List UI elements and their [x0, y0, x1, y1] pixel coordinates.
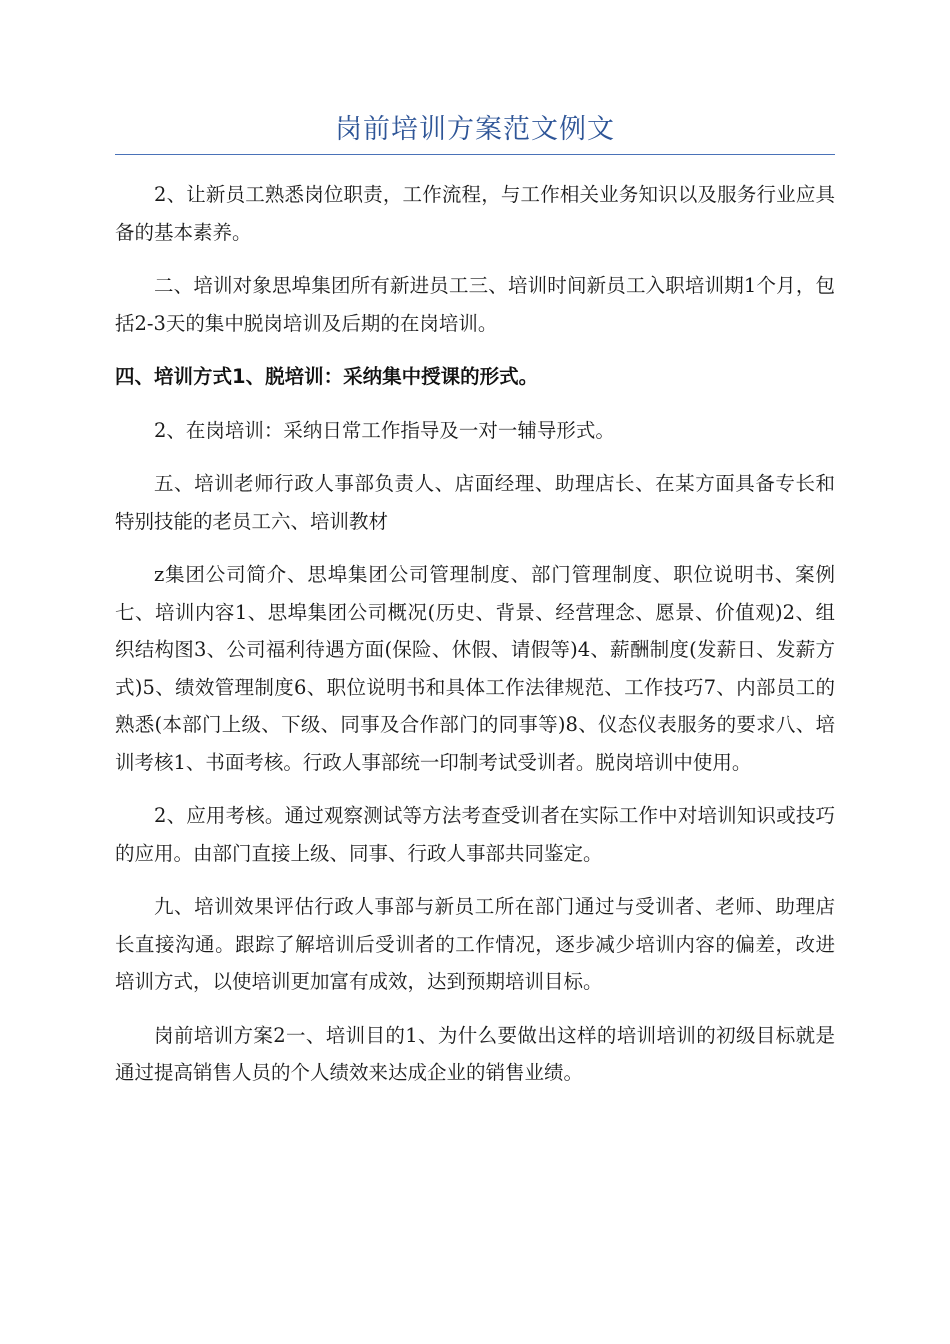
- paragraph: z集团公司简介、思埠集团公司管理制度、部门管理制度、职位说明书、案例七、培训内容1、思埠集团公司概况(历史、背景、经营理念、愿景、价值观)2、组织结构图3、公司福利待遇方面(保险、休假、请假等)4、薪酬制度(发薪日、发薪方式)5、绩效管理制度6、职位说明书和具体工作法律规范、工作技巧7、内部员工的熟悉(本部门上级、下级、同事及合作部门的同事等)8、仪态仪表服务的要求八、培训考核1、书面考核。行政人事部统一印制考试受训者。脱岗培训中使用。: [115, 563, 835, 774]
- paragraph: 2、在岗培训：采纳日常工作指导及一对一辅导形式。: [154, 418, 615, 442]
- document-title: 岗前培训方案范文例文: [335, 114, 615, 145]
- document-body: [115, 176, 835, 1108]
- title-underline: [115, 154, 835, 155]
- paragraph: 二、培训对象思埠集团所有新进员工三、培训时间新员工入职培训期1个月，包括2-3天的集中脱岗培训及后期的在岗培训。: [115, 274, 835, 335]
- paragraph: 2、应用考核。通过观察测试等方法考查受训者在实际工作中对培训知识或技巧的应用。由部门直接上级、同事、行政人事部共同鉴定。: [115, 804, 835, 865]
- paragraph: 五、培训老师行政人事部负责人、店面经理、助理店长、在某方面具备专长和特别技能的老员工六、培训教材: [115, 472, 835, 533]
- paragraph: 岗前培训方案2一、培训目的1、为什么要做出这样的培训培训的初级目标就是通过提高销售人员的个人绩效来达成企业的销售业绩。: [115, 1023, 835, 1084]
- paragraph: 九、培训效果评估行政人事部与新员工所在部门通过与受训者、老师、助理店长直接沟通。跟踪了解培训后受训者的工作情况，逐步减少培训内容的偏差，改进培训方式，以使培训更加富有成效，达到预期培训目标。: [115, 895, 835, 993]
- paragraph: 2、让新员工熟悉岗位职责，工作流程，与工作相关业务知识以及服务行业应具备的基本素养。: [115, 183, 835, 244]
- section-heading: 四、培训方式1、脱培训：采纳集中授课的形式。: [115, 365, 539, 388]
